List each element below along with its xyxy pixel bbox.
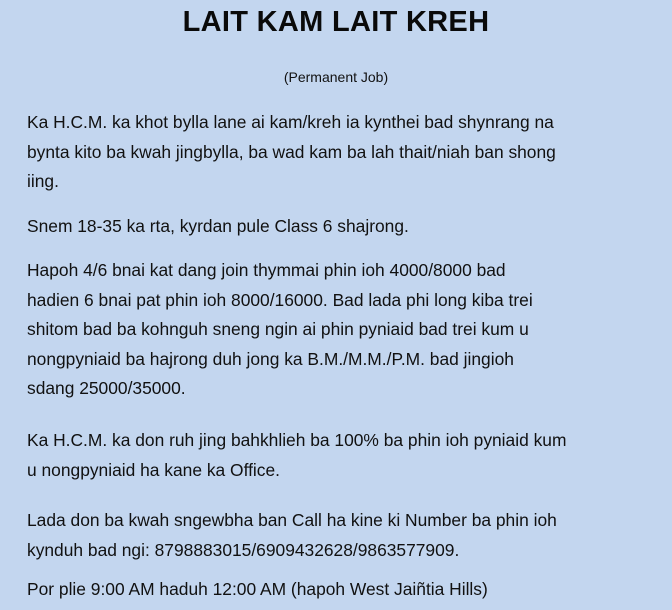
paragraph-line: bynta kito ba kwah jingbylla, ba wad kam ba lah thait/niah ban shong [27,141,556,162]
page-subtitle: (Permanent Job) [283,69,389,85]
paragraph-line: sdang 25000/35000. [27,378,186,398]
paragraph-line: Ka H.C.M. ka don ruh jing bahkhlieh ba 100% ba phin ioh pyniaid kum [27,430,567,450]
paragraph-job-description [27,108,657,197]
paragraph-line: nongpyniaid ba hajrong duh jong ka B.M./M.M./P.M. bad jingioh [27,348,514,369]
paragraph-line: kynduh bad ngi: 8798883015/6909432628/9863577909. [27,539,460,560]
paragraph-guarantee [27,426,657,485]
paragraph-line: Hapoh 4/6 bnai kat dang join thymmai phin ioh 4000/8000 bad [27,260,506,280]
paragraph-timing [27,575,657,605]
paragraph-line: Lada don ba kwah sngewbha ban Call ha kine ki Number ba phin ioh [27,510,557,530]
paragraph-line: Snem 18-35 ka rta, kyrdan pule Class 6 shajrong. [27,216,409,236]
paragraph-line: iing. [27,171,59,191]
page-title: LAIT KAM LAIT KREH [182,6,490,38]
paragraph-line: Ka H.C.M. ka khot bylla lane ai kam/kreh ia kynthei bad shynrang na [27,112,554,132]
paragraph-line: u nongpyniaid ha kane ka Office. [27,459,280,480]
paragraph-contact [27,506,657,565]
paragraph-line: shitom bad ba kohnguh sneng ngin ai phin pyniaid bad trei kum u [27,319,529,339]
paragraph-line: Por plie 9:00 AM haduh 12:00 AM (hapoh West Jaiñtia Hills) [27,579,488,599]
paragraph-salary [27,256,657,404]
paragraph-eligibility [27,212,657,242]
paragraph-line: hadien 6 bnai pat phin ioh 8000/16000. Bad lada phi long kiba trei [27,289,533,310]
